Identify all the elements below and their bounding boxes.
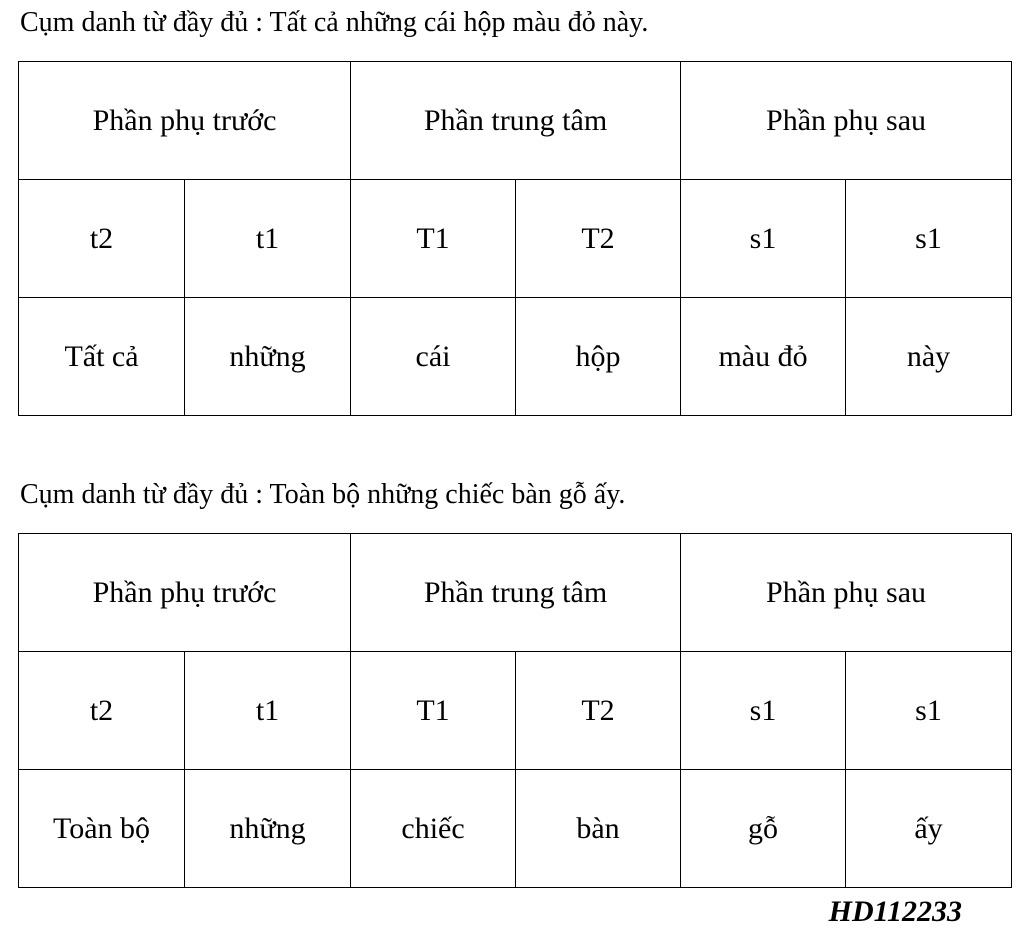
position-cell: s1: [846, 652, 1012, 770]
word-row: [19, 770, 1012, 888]
position-cell: s1: [681, 652, 846, 770]
group-header-pre-modifier: Phần phụ trước: [19, 62, 351, 180]
word-cell: hộp: [516, 298, 681, 416]
word-row: [19, 298, 1012, 416]
position-cell: s1: [846, 180, 1012, 298]
word-cell: màu đỏ: [681, 298, 846, 416]
position-cell: s1: [681, 180, 846, 298]
word-cell: những: [185, 770, 351, 888]
word-cell: Tất cả: [19, 298, 185, 416]
group-header-row: [19, 534, 1012, 652]
group-header-post-modifier: Phần phụ sau: [681, 62, 1012, 180]
position-cell: T2: [516, 180, 681, 298]
position-row: [19, 180, 1012, 298]
word-cell: Toàn bộ: [19, 770, 185, 888]
position-cell: T1: [351, 180, 516, 298]
word-cell: gỗ: [681, 770, 846, 888]
noun-phrase-table: [18, 533, 1012, 888]
group-header-post-modifier: Phần phụ sau: [681, 534, 1012, 652]
word-cell: bàn: [516, 770, 681, 888]
position-cell: T1: [351, 652, 516, 770]
position-cell: T2: [516, 652, 681, 770]
position-cell: t1: [185, 180, 351, 298]
group-header-head: Phần trung tâm: [351, 534, 681, 652]
group-header-head: Phần trung tâm: [351, 62, 681, 180]
word-cell: những: [185, 298, 351, 416]
word-cell: ấy: [846, 770, 1012, 888]
position-cell: t2: [19, 180, 185, 298]
phrase-caption: Cụm danh từ đầy đủ : Toàn bộ những chiếc bàn gỗ ấy.: [20, 479, 626, 510]
word-cell: chiếc: [351, 770, 516, 888]
word-cell: này: [846, 298, 1012, 416]
position-cell: t1: [185, 652, 351, 770]
position-cell: t2: [19, 652, 185, 770]
noun-phrase-table: [18, 61, 1012, 416]
word-cell: cái: [351, 298, 516, 416]
phrase-caption: Cụm danh từ đầy đủ : Tất cả những cái hộp màu đỏ này.: [20, 7, 649, 38]
group-header-row: [19, 62, 1012, 180]
group-header-pre-modifier: Phần phụ trước: [19, 534, 351, 652]
watermark-code: HD112233: [828, 895, 962, 928]
position-row: [19, 652, 1012, 770]
